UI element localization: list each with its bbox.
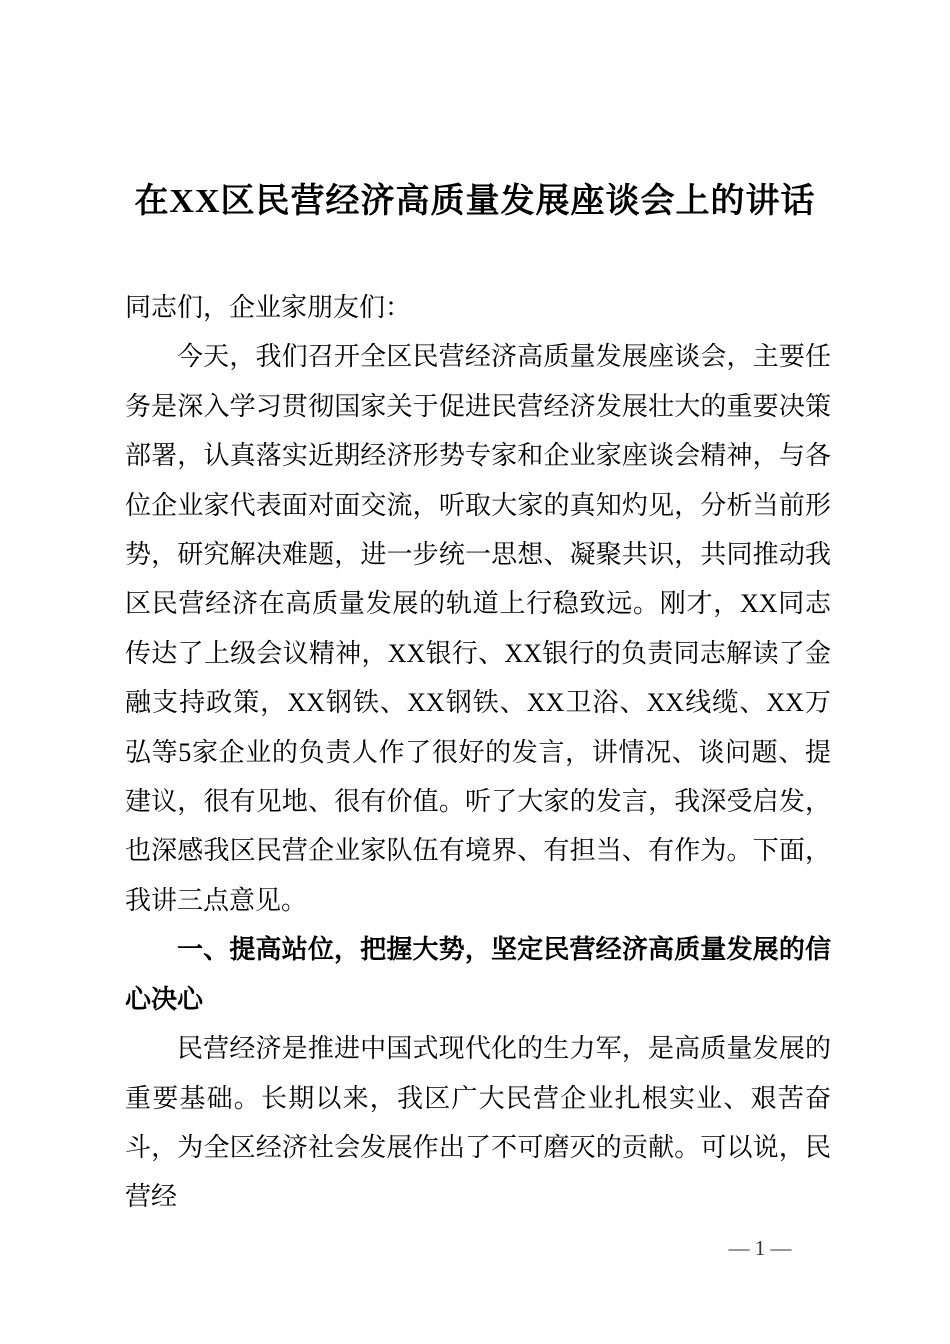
salutation-line: 同志们，企业家朋友们： [125, 293, 412, 322]
document-title: 在XX区民营经济高质量发展座谈会上的讲话 [134, 183, 816, 220]
paragraph-section-1: 民营经济是推进中国式现代化的生力军，是高质量发展的重要基础。长期以来，我区广大民营企业扎根实业、艰苦奋斗，为全区经济社会发展作出了不可磨灭的贡献。可以说，民营经 [125, 1034, 831, 1212]
paragraph-intro: 今天，我们召开全区民营经济高质量发展座谈会，主要任务是深入学习贯彻国家关于促进民营经济发展壮大的重要决策部署，认真落实近期经济形势专家和企业家座谈会精神，与各位企业家代表面对面交流，听取大家的真知灼见，分析当前形势，研究解决难题，进一步统一思想、凝聚共识，共同推动我区民营经济在高质量发展的轨道上行稳致远。刚才，XX同志传达了上级会议精神，XX银行、XX银行的负责同志解读了金融支持政策，XX钢铁、XX钢铁、XX卫浴、XX线缆、XX万弘等5家企业的负责人作了很好的发言，讲情况、谈问题、提建议，很有见地、很有价值。听了大家的发言，我深受启发，也深感我区民营企业家队伍有境界、有担当、有作为。下面，我讲三点意见。 [125, 342, 831, 915]
section-heading-1: 一、提高站位，把握大势，坚定民营经济高质量发展的信心决心 [125, 934, 831, 1014]
page-number: — 1 — [728, 1236, 792, 1260]
document-body [125, 283, 831, 1222]
